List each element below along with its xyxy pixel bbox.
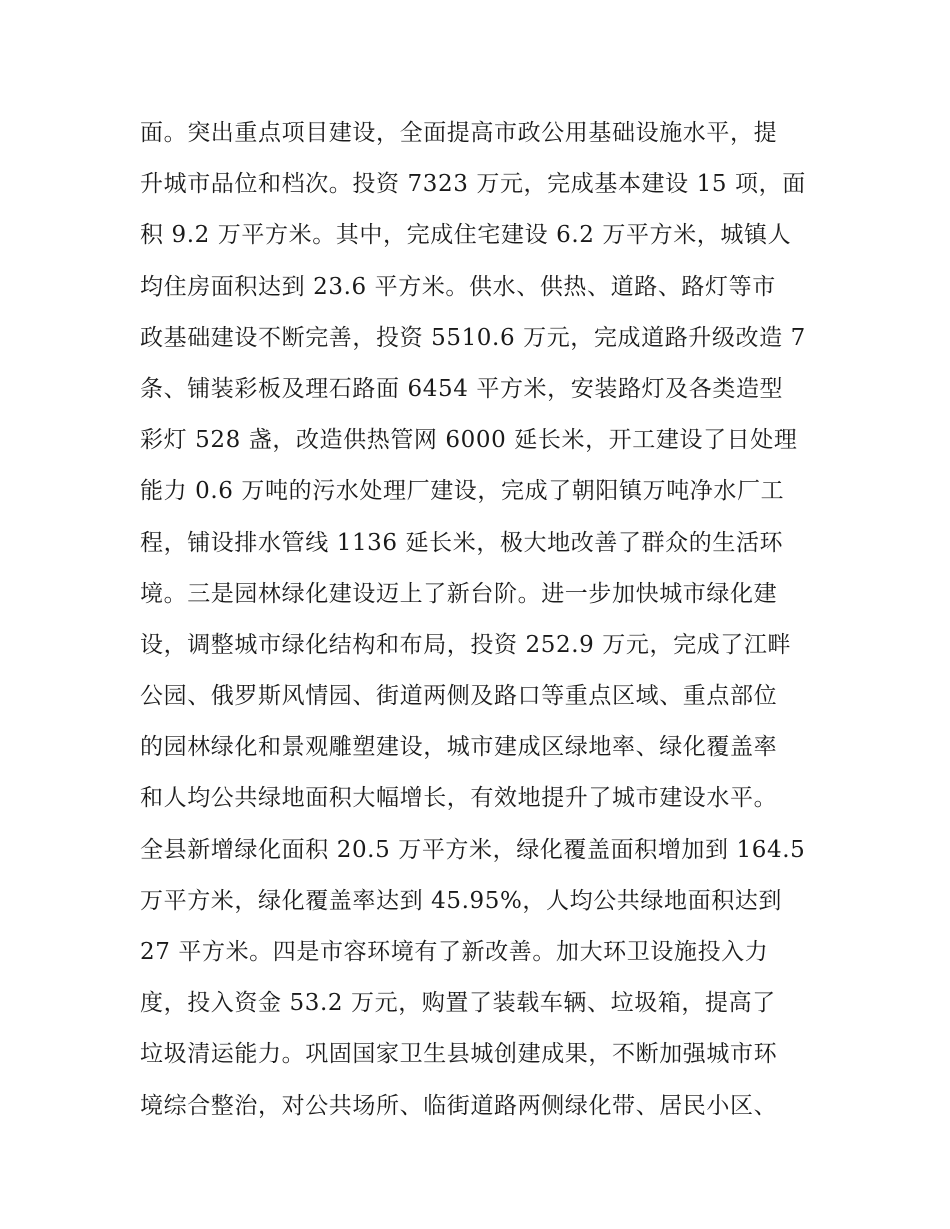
text-line-17: 27 平方米。四是市容环境有了新改善。加大环卫设施投入力 bbox=[140, 939, 769, 965]
text-line-8: 能力 0.6 万吨的污水处理厂建设，完成了朝阳镇万吨净水厂工 bbox=[140, 478, 785, 505]
text-line-9: 程，铺设排水管线 1136 延长米，极大地改善了群众的生活环 bbox=[140, 529, 784, 556]
text-line-2: 升城市品位和档次。投资 7323 万元，完成基本建设 15 项，面 bbox=[140, 171, 806, 198]
text-line-7: 彩灯 528 盏，改造供热管网 6000 延长米，开工建设了日处理 bbox=[140, 427, 798, 454]
text-line-10: 境。三是园林绿化建设迈上了新台阶。进一步加快城市绿化建 bbox=[140, 580, 778, 607]
text-line-1: 面。突出重点项目建设，全面提高市政公用基础设施水平，提 bbox=[140, 120, 778, 146]
text-line-13: 的园林绿化和景观雕塑建设，城市建成区绿地率、绿化覆盖率 bbox=[140, 734, 778, 761]
text-line-15: 全县新增绿化面积 20.5 万平方米，绿化覆盖面积增加到 164.5 bbox=[140, 836, 806, 863]
text-line-12: 公园、俄罗斯风情园、街道两侧及路口等重点区域、重点部位 bbox=[140, 683, 778, 710]
text-line-14: 和人均公共绿地面积大幅增长，有效地提升了城市建设水平。 bbox=[140, 785, 778, 812]
text-line-5: 政基础建设不断完善，投资 5510.6 万元，完成道路升级改造 7 bbox=[140, 324, 806, 351]
text-line-3: 积 9.2 万平方米。其中，完成住宅建设 6.2 万平方米，城镇人 bbox=[140, 222, 792, 249]
text-line-20: 境综合整治，对公共场所、临街道路两侧绿化带、居民小区、 bbox=[140, 1092, 778, 1119]
text-line-4: 均住房面积达到 23.6 平方米。供水、供热、道路、路灯等市 bbox=[140, 273, 776, 300]
text-line-6: 条、铺装彩板及理石路面 6454 平方米，安装路灯及各类造型 bbox=[140, 375, 784, 402]
text-line-16: 万平方米，绿化覆盖率达到 45.95%，人均公共绿地面积达到 bbox=[140, 887, 783, 914]
body-paragraph bbox=[140, 108, 820, 1132]
text-line-18: 度，投入资金 53.2 万元，购置了装载车辆、垃圾箱，提高了 bbox=[140, 990, 776, 1017]
text-line-19: 垃圾清运能力。巩固国家卫生县城创建成果，不断加强城市环 bbox=[140, 1041, 778, 1068]
text-line-11: 设，调整城市绿化结构和布局，投资 252.9 万元，完成了江畔 bbox=[140, 631, 792, 658]
